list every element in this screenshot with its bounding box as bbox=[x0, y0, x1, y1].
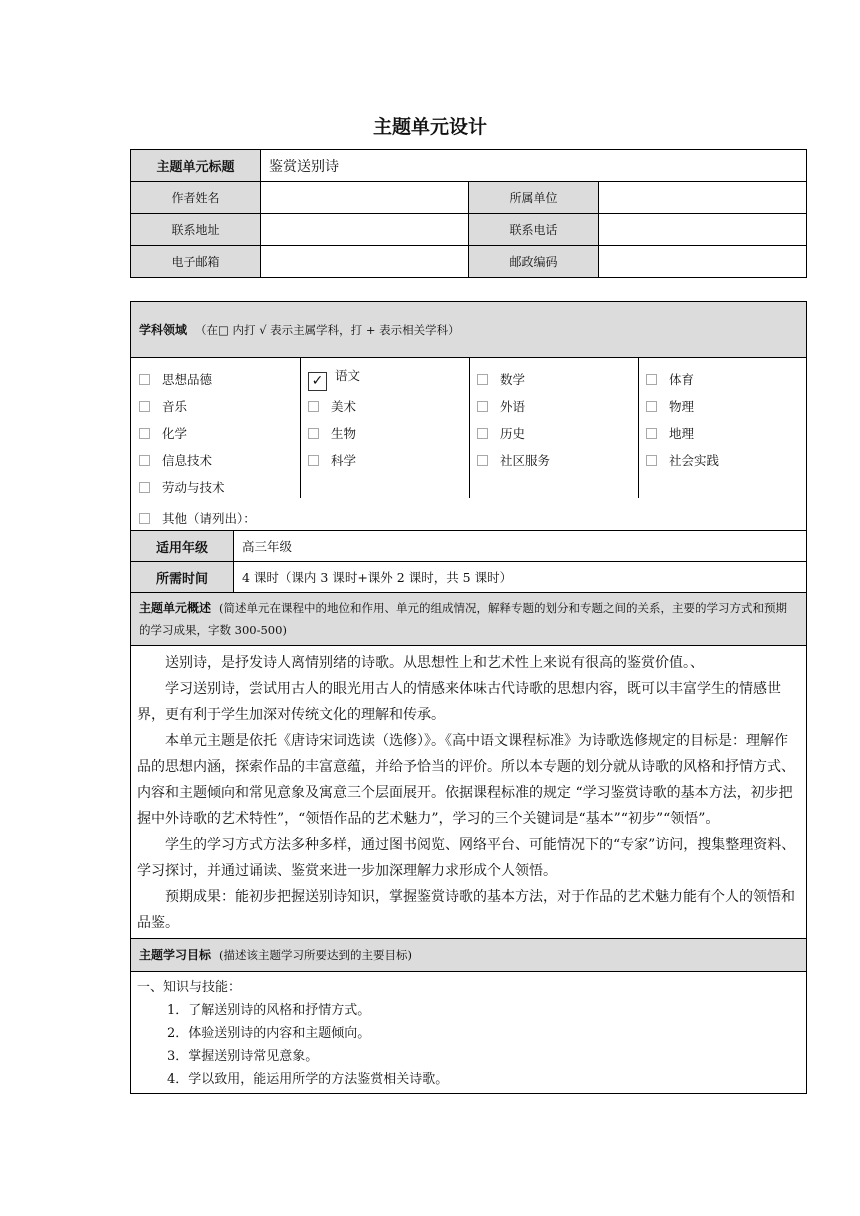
subject-item[interactable]: 劳动与技术 bbox=[139, 478, 225, 496]
time-label: 所需时间 bbox=[131, 562, 234, 593]
author-value[interactable] bbox=[261, 182, 469, 214]
overview-paragraph: 预期成果：能初步把握送别诗知识，掌握鉴赏诗歌的基本方法，对于作品的艺术魅力能有个人的领悟和品鉴。 bbox=[137, 889, 795, 931]
subject-col-2 bbox=[300, 358, 470, 498]
checkbox-icon bbox=[139, 513, 150, 524]
subject-item[interactable]: 数学 bbox=[477, 370, 525, 388]
subject-header bbox=[131, 302, 807, 358]
overview-paragraph: 学习送别诗，尝试用古人的眼光用古人的情感来体味古代诗歌的思想内容，既可以丰富学生的情感世界，更有利于学生加深对传统文化的理解和传承。 bbox=[137, 681, 781, 723]
email-label: 电子邮箱 bbox=[131, 246, 261, 278]
phone-label: 联系电话 bbox=[469, 214, 599, 246]
postcode-value[interactable] bbox=[599, 246, 807, 278]
subject-item[interactable]: 音乐 bbox=[139, 397, 187, 415]
subject-note: （在□ 内打 √ 表示主属学科，打 + 表示相关学科） bbox=[195, 323, 460, 337]
checkbox-icon bbox=[477, 374, 488, 385]
page-title: 主题单元设计 bbox=[372, 116, 487, 138]
subject-item[interactable]: 思想品德 bbox=[139, 370, 212, 388]
subject-item[interactable]: 社会实践 bbox=[646, 451, 719, 469]
goals-section: 一、知识与技能： bbox=[137, 980, 242, 995]
subject-col-1 bbox=[131, 358, 301, 498]
time-value: 4 课时（课内 3 课时+课外 2 课时，共 5 课时） bbox=[234, 562, 807, 593]
address-label: 联系地址 bbox=[131, 214, 261, 246]
subject-item-chinese[interactable]: ✓ 语文 bbox=[308, 366, 360, 391]
checkbox-icon bbox=[308, 401, 319, 412]
checkbox-icon bbox=[477, 401, 488, 412]
address-value[interactable] bbox=[261, 214, 469, 246]
unit-value[interactable] bbox=[599, 182, 807, 214]
subject-item[interactable]: 地理 bbox=[646, 424, 694, 442]
phone-value[interactable] bbox=[599, 214, 807, 246]
overview-paragraph: 学生的学习方式方法多种多样，通过图书阅览、网络平台、可能情况下的“专家”访问，搜集整理资料、学习探讨，并通过诵读、鉴赏来进一步加深理解力求形成个人领悟。 bbox=[137, 837, 796, 879]
subject-item[interactable]: 外语 bbox=[477, 397, 525, 415]
goals-heading: 主题学习目标 bbox=[139, 948, 212, 962]
subject-item[interactable]: 美术 bbox=[308, 397, 356, 415]
checkbox-icon bbox=[646, 374, 657, 385]
checkbox-icon bbox=[646, 401, 657, 412]
checkbox-icon bbox=[139, 374, 150, 385]
main-table bbox=[130, 301, 807, 1094]
goal-item: 4．学以致用，能运用所学的方法鉴赏相关诗歌。 bbox=[167, 1072, 449, 1087]
checkbox-icon bbox=[139, 428, 150, 439]
subject-item[interactable]: 历史 bbox=[477, 424, 525, 442]
postcode-label: 邮政编码 bbox=[469, 246, 599, 278]
checkbox-icon bbox=[308, 455, 319, 466]
overview-note: (简述单元在课程中的地位和作用、单元的组成情况，解释专题的划分和专题之间的关系，主要的学习方式和预期的学习成果，字数 300-500) bbox=[139, 601, 787, 637]
goals-header bbox=[131, 939, 807, 972]
title-label: 主题单元标题 bbox=[131, 150, 261, 182]
subject-col-3 bbox=[469, 358, 639, 498]
checkbox-icon bbox=[139, 401, 150, 412]
checkbox-icon bbox=[646, 455, 657, 466]
grade-label: 适用年级 bbox=[131, 531, 234, 562]
title-value: 鉴赏送别诗 bbox=[261, 150, 807, 182]
grade-value: 高三年级 bbox=[234, 531, 807, 562]
goals-body bbox=[131, 972, 807, 1094]
goal-item: 2．体验送别诗的内容和主题倾向。 bbox=[167, 1026, 371, 1041]
checkbox-icon bbox=[139, 455, 150, 466]
goal-item: 1．了解送别诗的风格和抒情方式。 bbox=[167, 1003, 371, 1018]
checkbox-icon bbox=[646, 428, 657, 439]
unit-label: 所属单位 bbox=[469, 182, 599, 214]
overview-heading: 主题单元概述 bbox=[139, 601, 212, 615]
info-table bbox=[130, 149, 807, 278]
checkbox-icon bbox=[308, 428, 319, 439]
goal-item: 3．掌握送别诗常见意象。 bbox=[167, 1049, 319, 1064]
subject-heading: 学科领域 bbox=[139, 323, 188, 337]
goals-note: (描述该主题学习所要达到的主要目标) bbox=[219, 948, 412, 962]
subject-item[interactable]: 信息技术 bbox=[139, 451, 212, 469]
author-label: 作者姓名 bbox=[131, 182, 261, 214]
subject-item[interactable]: 体育 bbox=[646, 370, 694, 388]
subject-col-4 bbox=[638, 358, 807, 498]
overview-paragraph: 送别诗，是抒发诗人离情别绪的诗歌。从思想性上和艺术性上来说有很高的鉴赏价值。、 bbox=[165, 655, 704, 671]
subject-item[interactable]: 科学 bbox=[308, 451, 356, 469]
overview-paragraph: 本单元主题是依托《唐诗宋词选读（选修）》。《高中语文课程标准》为诗歌选修规定的目标是：理解作品的思想内涵，探索作品的丰富意蕴，并给予恰当的评价。所以本专题的划分就从诗歌的风格和抒情方式、内容和主题倾向和常见意象及寓意三个层面展开。依据课程标准的规定 “学习鉴赏诗歌的基本方法，初步把握中外诗歌的艺术特性”，“领悟作品的艺术魅力”，学习的三个关键词是“基本”“初步”“领悟”。 bbox=[137, 733, 795, 827]
subject-area bbox=[131, 358, 807, 531]
overview-body bbox=[131, 646, 807, 939]
subject-item[interactable]: 化学 bbox=[139, 424, 187, 442]
subject-item[interactable]: 社区服务 bbox=[477, 451, 550, 469]
overview-header bbox=[131, 593, 807, 646]
email-value[interactable] bbox=[261, 246, 469, 278]
checkbox-icon bbox=[477, 455, 488, 466]
subject-other[interactable]: 其他（请列出）： bbox=[139, 509, 256, 527]
checkbox-icon bbox=[139, 482, 150, 493]
subject-item[interactable]: 生物 bbox=[308, 424, 356, 442]
checkbox-icon bbox=[477, 428, 488, 439]
checkmark-icon: ✓ bbox=[308, 372, 327, 391]
subject-item[interactable]: 物理 bbox=[646, 397, 694, 415]
